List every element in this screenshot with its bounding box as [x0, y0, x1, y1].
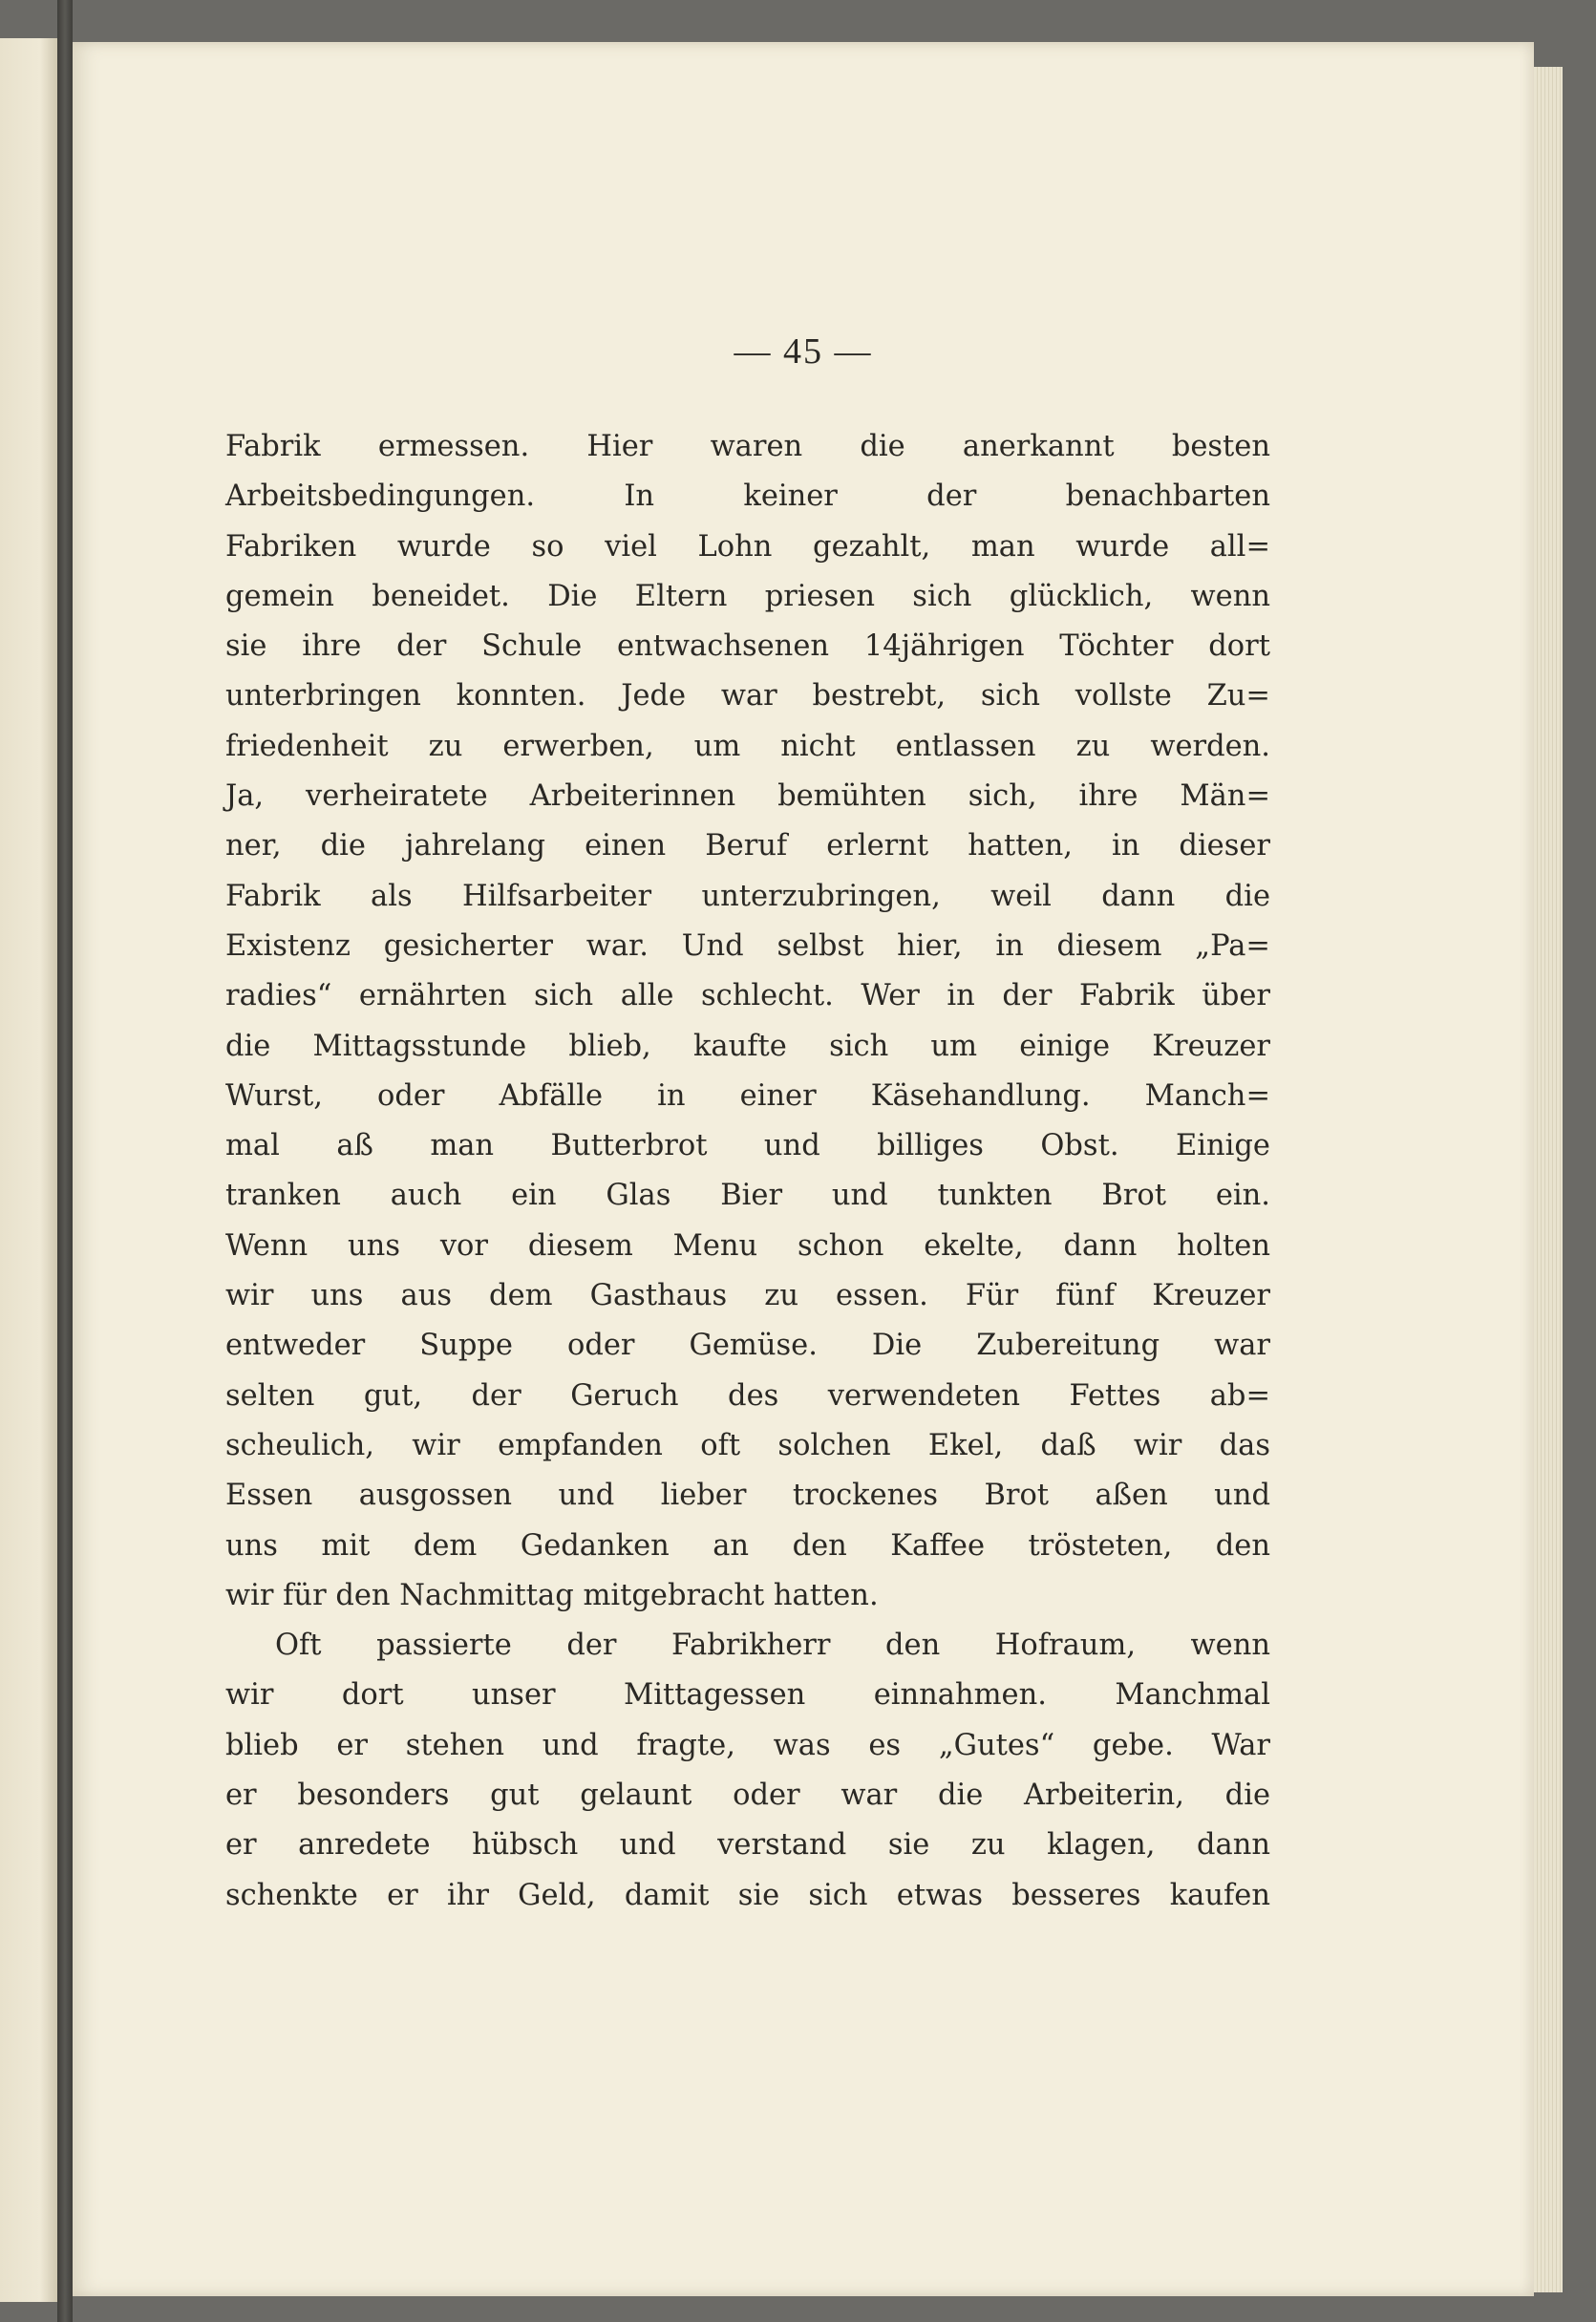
book-page	[73, 42, 1534, 2296]
text-line: friedenheit zu erwerben, um nicht entlassen zu werden.	[225, 729, 1270, 763]
text-line: Arbeitsbedingungen. In keiner der benachbarten	[225, 479, 1270, 514]
text-line: Wurst, oder Abfälle in einer Käsehandlung. Manch=	[225, 1078, 1270, 1113]
body-text	[225, 422, 1270, 1921]
text-line: Fabrik ermessen. Hier waren die anerkannt besten	[225, 430, 1270, 463]
text-line: sie ihre der Schule entwachsenen 14jährigen Töchter dort	[225, 629, 1270, 664]
text-line: die Mittagsstunde blieb, kaufte sich um einige Kreuzer	[225, 1029, 1270, 1063]
text-line: scheulich, wir empfanden oft solchen Ekel, daß wir das	[225, 1428, 1270, 1462]
text-line: Essen ausgossen und lieber trockenes Brot aßen und	[225, 1479, 1270, 1513]
text-line: er anredete hübsch und verstand sie zu klagen, dann	[225, 1828, 1270, 1863]
text-line: Ja, verheiratete Arbeiterinnen bemühten sich, ihre Män=	[225, 779, 1270, 814]
text-line: tranken auch ein Glas Bier und tunkten Brot ein.	[225, 1179, 1270, 1213]
text-line: er besonders gut gelaunt oder war die Arbeiterin, die	[225, 1779, 1270, 1813]
facing-page-edge	[0, 38, 57, 2302]
text-line: gemein beneidet. Die Eltern priesen sich glücklich, wenn	[225, 579, 1270, 613]
text-line: wir uns aus dem Gasthaus zu essen. Für fünf Kreuzer	[225, 1279, 1270, 1313]
text-line: entweder Suppe oder Gemüse. Die Zubereitung war	[225, 1329, 1270, 1363]
text-line: Existenz gesicherter war. Und selbst hier, in diesem „Pa=	[225, 928, 1270, 963]
text-line: radies“ ernährten sich alle schlecht. Wer in der Fabrik über	[225, 979, 1270, 1013]
text-line: schenkte er ihr Geld, damit sie sich etwas besseres kaufen	[225, 1878, 1270, 1912]
text-line: wir für den Nachmittag mitgebracht hatten.	[225, 1578, 879, 1612]
text-line: unterbringen konnten. Jede war bestrebt, sich vollste Zu=	[225, 679, 1270, 714]
book-gutter	[57, 0, 73, 2322]
page-stack-edge	[1534, 67, 1563, 2292]
text-line: blieb er stehen und fragte, was es „Gutes“ gebe. War	[225, 1728, 1270, 1762]
text-line: selten gut, der Geruch des verwendeten Fettes ab=	[225, 1378, 1270, 1413]
text-line: ner, die jahrelang einen Beruf erlernt hatten, in dieser	[225, 829, 1270, 863]
text-line: Fabriken wurde so viel Lohn gezahlt, man wurde all=	[225, 529, 1270, 564]
text-line: Fabrik als Hilfsarbeiter unterzubringen, weil dann die	[225, 879, 1270, 913]
text-line: Wenn uns vor diesem Menu schon ekelte, dann holten	[225, 1228, 1270, 1263]
text-line: mal aß man Butterbrot und billiges Obst. Einige	[225, 1129, 1270, 1163]
page-number: — 45 —	[734, 331, 873, 372]
text-line: Oft passierte der Fabrikherr den Hofraum, wenn	[275, 1629, 1270, 1663]
text-line: uns mit dem Gedanken an den Kaffee trösteten, den	[225, 1528, 1270, 1563]
text-line: wir dort unser Mittagessen einnahmen. Manchmal	[225, 1678, 1270, 1713]
